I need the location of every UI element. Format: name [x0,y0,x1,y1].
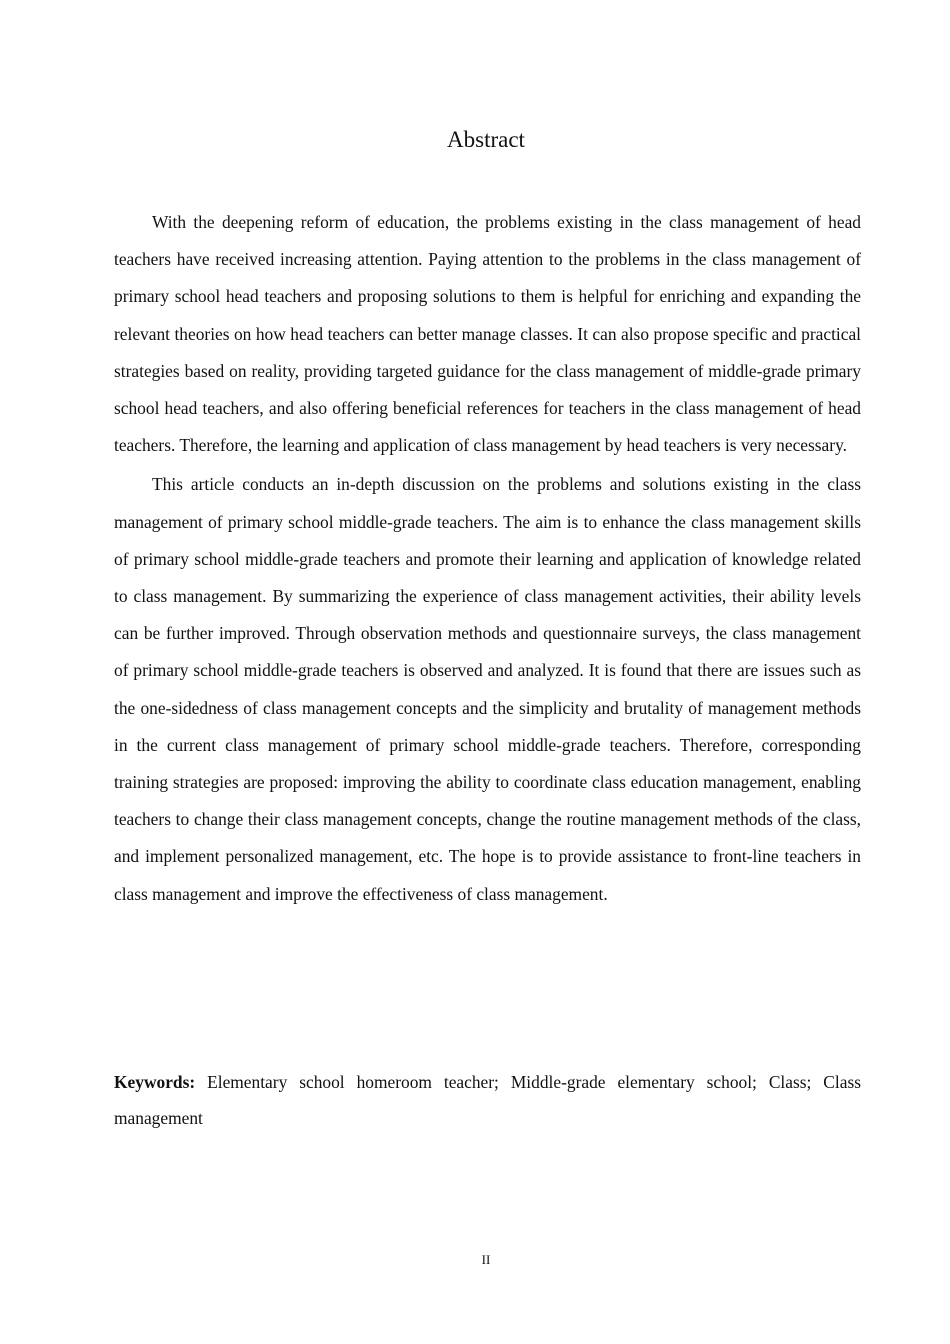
page-number: II [481,1252,491,1267]
abstract-paragraph-1: With the deepening reform of education, the problems existing in the class management of head teachers have received increasing attention. Paying attention to the problems in the class management of primary school head teachers and proposing solutions to them is helpful for enriching and expanding the relevant theories on how head teachers can better manage classes. It can also propose specific and practical strategies based on reality, providing targeted guidance for the class management of middle-grade primary school head teachers, and also offering beneficial references for teachers in the class management of head teachers. Therefore, the learning and application of class management by head teachers is very necessary. [114,212,861,456]
abstract-title: Abstract [447,127,525,152]
keywords-label: Keywords: [114,1072,196,1092]
keywords-text: Elementary school homeroom teacher; Middle-grade elementary school; Class; Class management [114,1072,861,1128]
abstract-body [114,204,861,915]
keywords-section [114,1064,861,1136]
abstract-paragraph-2: This article conducts an in-depth discussion on the problems and solutions existing in the class management of primary school middle-grade teachers. The aim is to enhance the class management skills of primary school middle-grade teachers and promote their learning and application of knowledge related to class management. By summarizing the experience of class management activities, their ability levels can be further improved. Through observation methods and questionnaire surveys, the class management of primary school middle-grade teachers is observed and analyzed. It is found that there are issues such as the one-sidedness of class management concepts and the simplicity and brutality of management methods in the current class management of primary school middle-grade teachers. Therefore, corresponding training strategies are proposed: improving the ability to coordinate class education management, enabling teachers to change their class management concepts, change the routine management methods of the class, and implement personalized management, etc. The hope is to provide assistance to front-line teachers in class management and improve the effectiveness of class management. [114,474,861,904]
